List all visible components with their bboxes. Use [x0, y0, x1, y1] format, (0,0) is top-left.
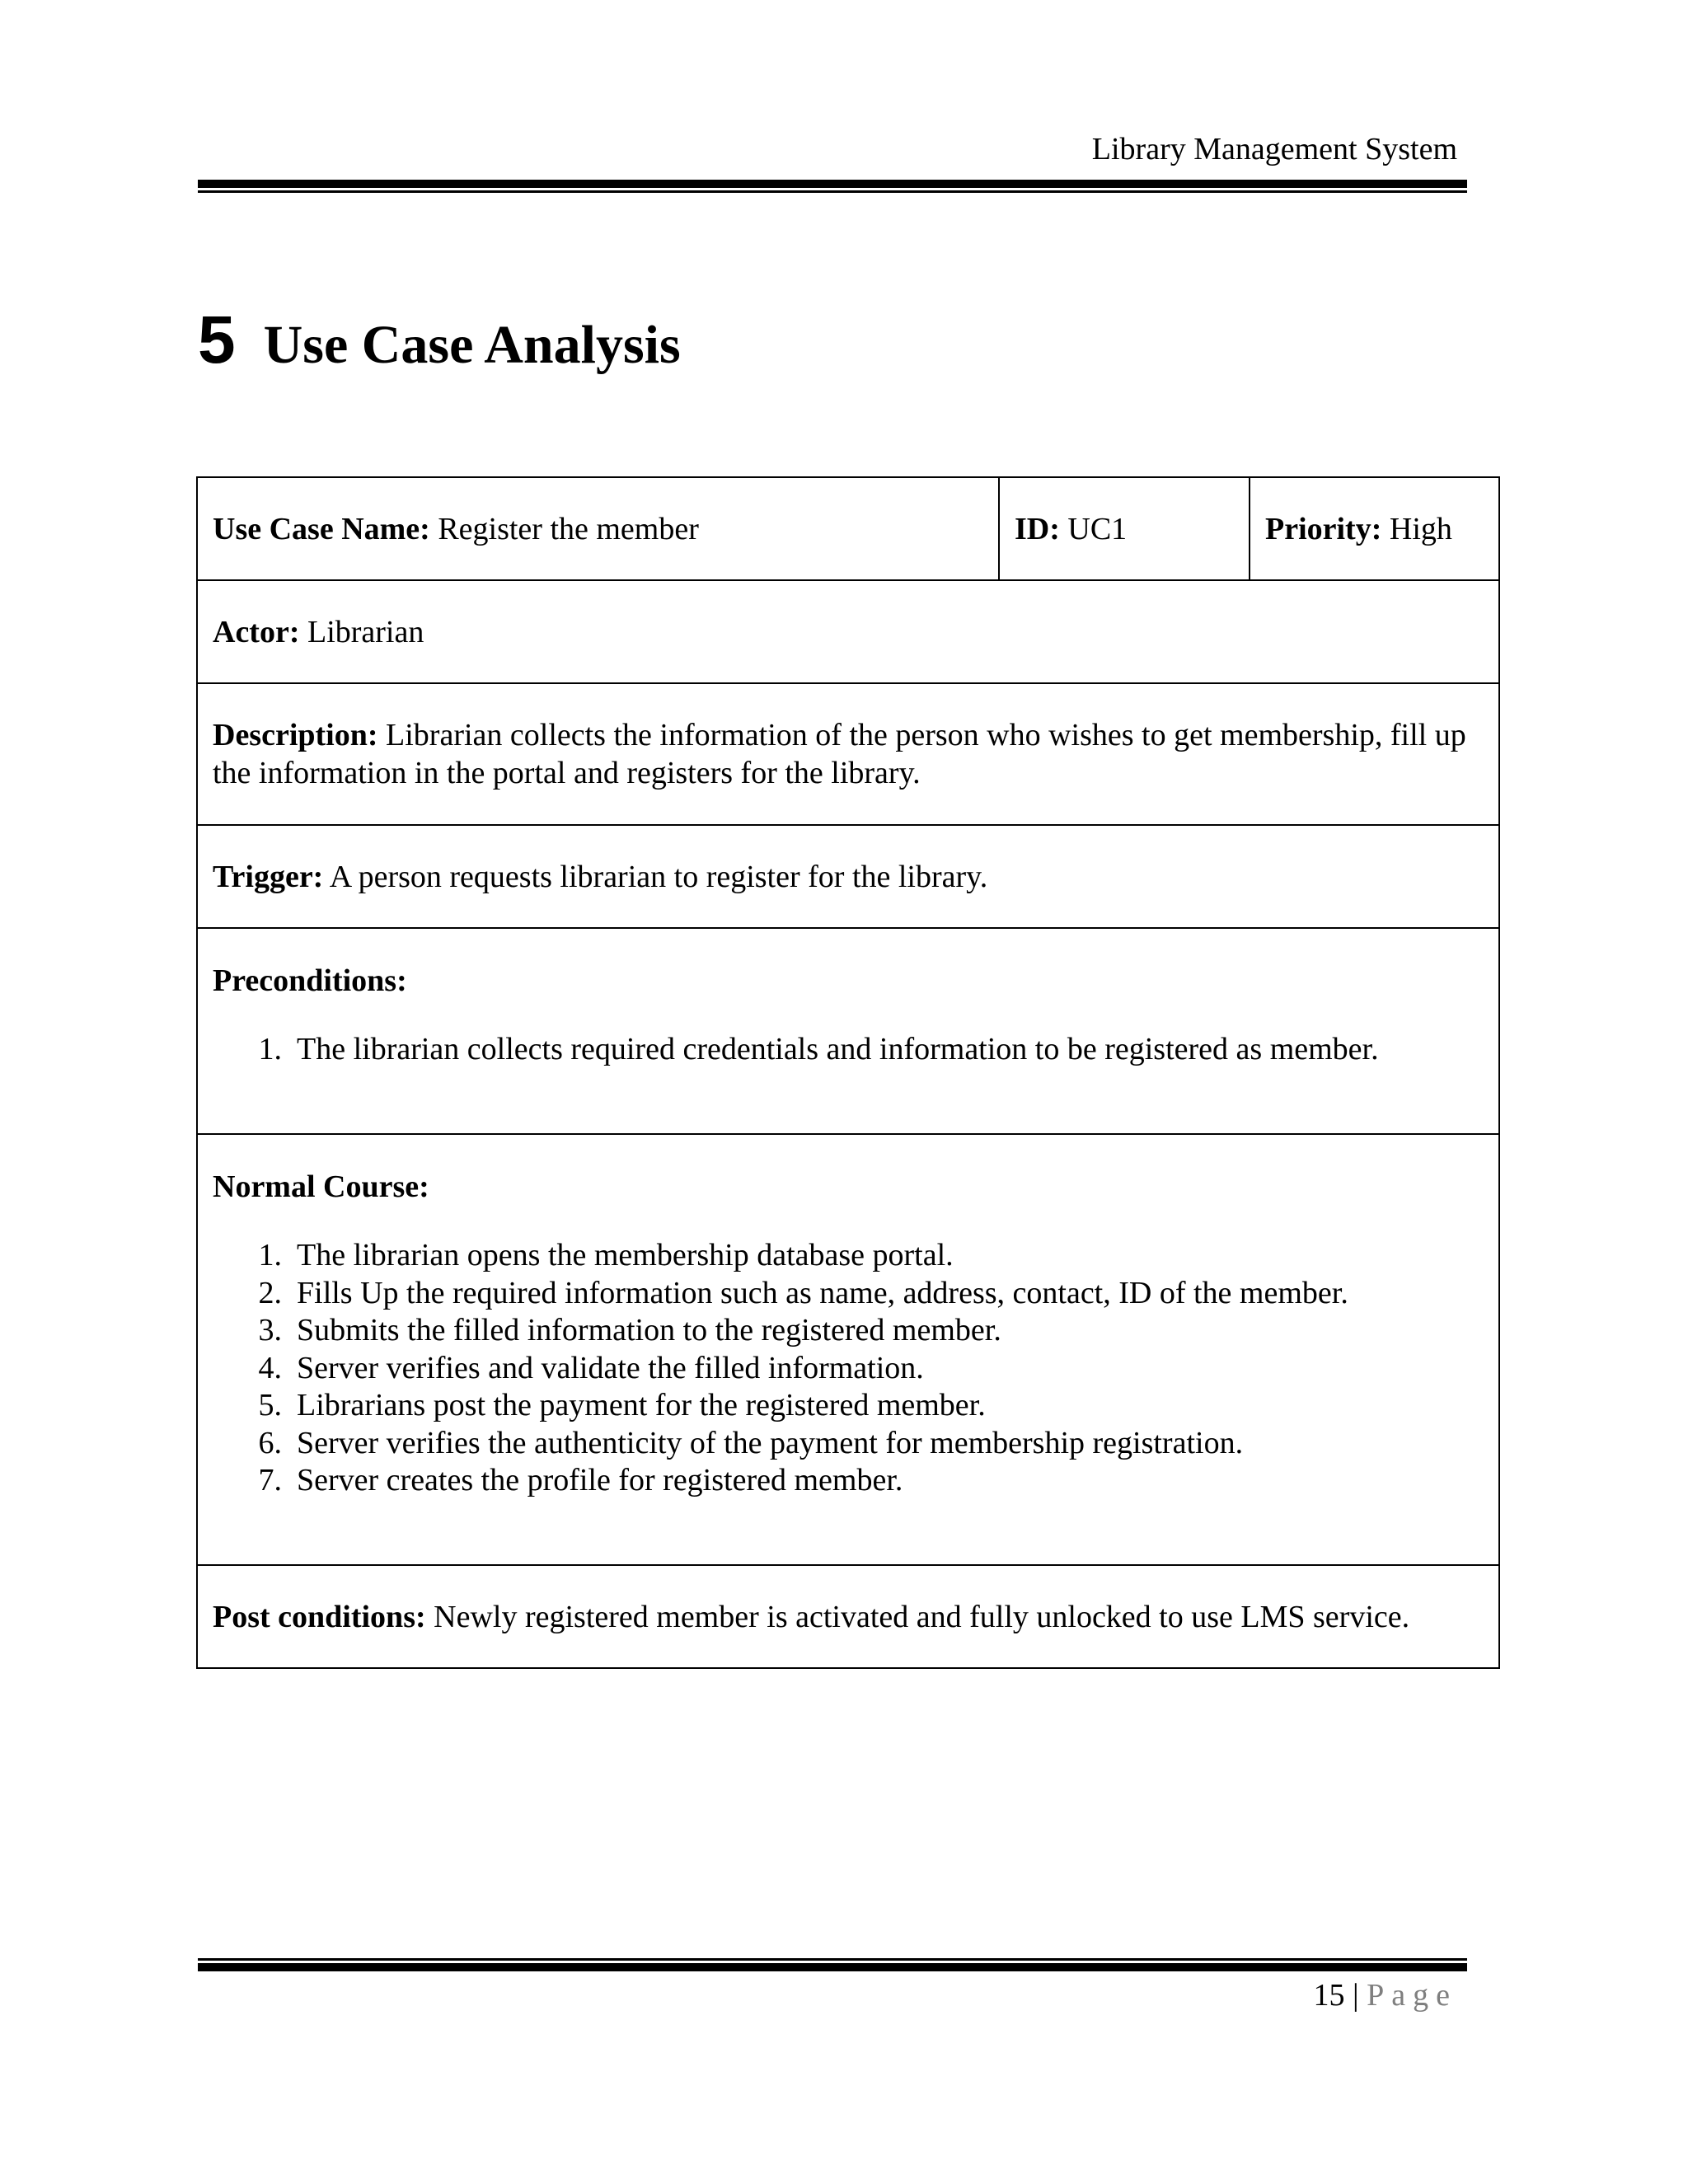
post-conditions-row	[197, 1565, 1499, 1668]
list-item-number: 6.	[258, 1425, 282, 1460]
normal-course-list	[213, 1237, 1484, 1500]
trigger-cell	[197, 825, 1499, 928]
list-item-number: 2.	[258, 1275, 282, 1310]
preconditions-row	[197, 928, 1499, 1134]
footer-rule-thin	[198, 1958, 1467, 1961]
description-value: Librarian collects the information of the person who wishes to get membership, fill up the information in the portal and registers for the library.	[213, 718, 1466, 790]
use-case-priority-cell	[1250, 477, 1499, 580]
use-case-id-label: ID:	[1015, 511, 1060, 546]
header-rule-thin	[198, 190, 1467, 193]
use-case-table	[196, 476, 1500, 1669]
list-item	[213, 1275, 1484, 1313]
list-item-number: 1.	[258, 1032, 282, 1066]
normal-course-cell	[197, 1134, 1499, 1565]
chapter-heading	[198, 302, 681, 377]
chapter-number: 5	[198, 302, 236, 377]
list-item-text: Librarians post the payment for the registered member.	[297, 1388, 986, 1422]
preconditions-label: Preconditions:	[213, 963, 407, 998]
list-item-number: 1.	[258, 1238, 282, 1272]
list-item-text: Server creates the profile for registered member.	[297, 1463, 903, 1497]
header-rule-thick	[198, 180, 1467, 188]
list-item-number: 5.	[258, 1388, 282, 1422]
list-item-text: Submits the filled information to the registered member.	[297, 1313, 1001, 1347]
list-item-text: The librarian collects required credentials and information to be registered as member.	[297, 1032, 1379, 1066]
list-item	[213, 1031, 1484, 1069]
list-item	[213, 1312, 1484, 1350]
trigger-value: A person requests librarian to register for the library.	[323, 859, 988, 894]
use-case-name-cell	[197, 477, 999, 580]
normal-course-row	[197, 1134, 1499, 1565]
list-item-text: Server verifies and validate the filled information.	[297, 1350, 924, 1385]
description-cell	[197, 683, 1499, 825]
page-footer	[1314, 1980, 1457, 2011]
preconditions-list	[213, 1031, 1484, 1069]
use-case-header-row	[197, 477, 1499, 580]
post-conditions-cell	[197, 1565, 1499, 1668]
actor-row	[197, 580, 1499, 683]
list-item	[213, 1237, 1484, 1275]
use-case-name-value: Register the member	[429, 511, 699, 546]
footer-rule-thick	[198, 1963, 1467, 1971]
description-label: Description:	[213, 718, 378, 752]
priority-label: Priority:	[1265, 511, 1382, 546]
post-conditions-value: Newly registered member is activated and fully unlocked to use LMS service.	[425, 1599, 1410, 1634]
priority-value: High	[1381, 511, 1452, 546]
list-item	[213, 1462, 1484, 1500]
use-case-id-cell	[999, 477, 1250, 580]
use-case-name-label: Use Case Name:	[213, 511, 430, 546]
list-item-text: Server verifies the authenticity of the payment for membership registration.	[297, 1425, 1244, 1460]
page-word: Page	[1367, 1978, 1457, 2013]
list-item	[213, 1350, 1484, 1388]
actor-label: Actor:	[213, 614, 300, 649]
list-item-text: Fills Up the required information such as name, address, contact, ID of the member.	[297, 1275, 1348, 1310]
trigger-row	[197, 825, 1499, 928]
trigger-label: Trigger:	[213, 859, 324, 894]
actor-value: Librarian	[299, 614, 424, 649]
list-item-number: 7.	[258, 1463, 282, 1497]
running-header: Library Management System	[1091, 132, 1457, 166]
description-row	[197, 683, 1499, 825]
list-item-text: The librarian opens the membership database portal.	[297, 1238, 954, 1272]
page-separator: |	[1344, 1978, 1367, 2013]
list-item	[213, 1425, 1484, 1463]
list-item	[213, 1387, 1484, 1425]
preconditions-cell	[197, 928, 1499, 1134]
normal-course-label: Normal Course:	[213, 1169, 429, 1204]
page-number: 15	[1313, 1978, 1345, 2013]
list-item-number: 3.	[258, 1313, 282, 1347]
use-case-id-value: UC1	[1059, 511, 1128, 546]
list-item-number: 4.	[258, 1350, 282, 1385]
post-conditions-label: Post conditions:	[213, 1599, 426, 1634]
actor-cell	[197, 580, 1499, 683]
chapter-title: Use Case Analysis	[263, 315, 681, 375]
